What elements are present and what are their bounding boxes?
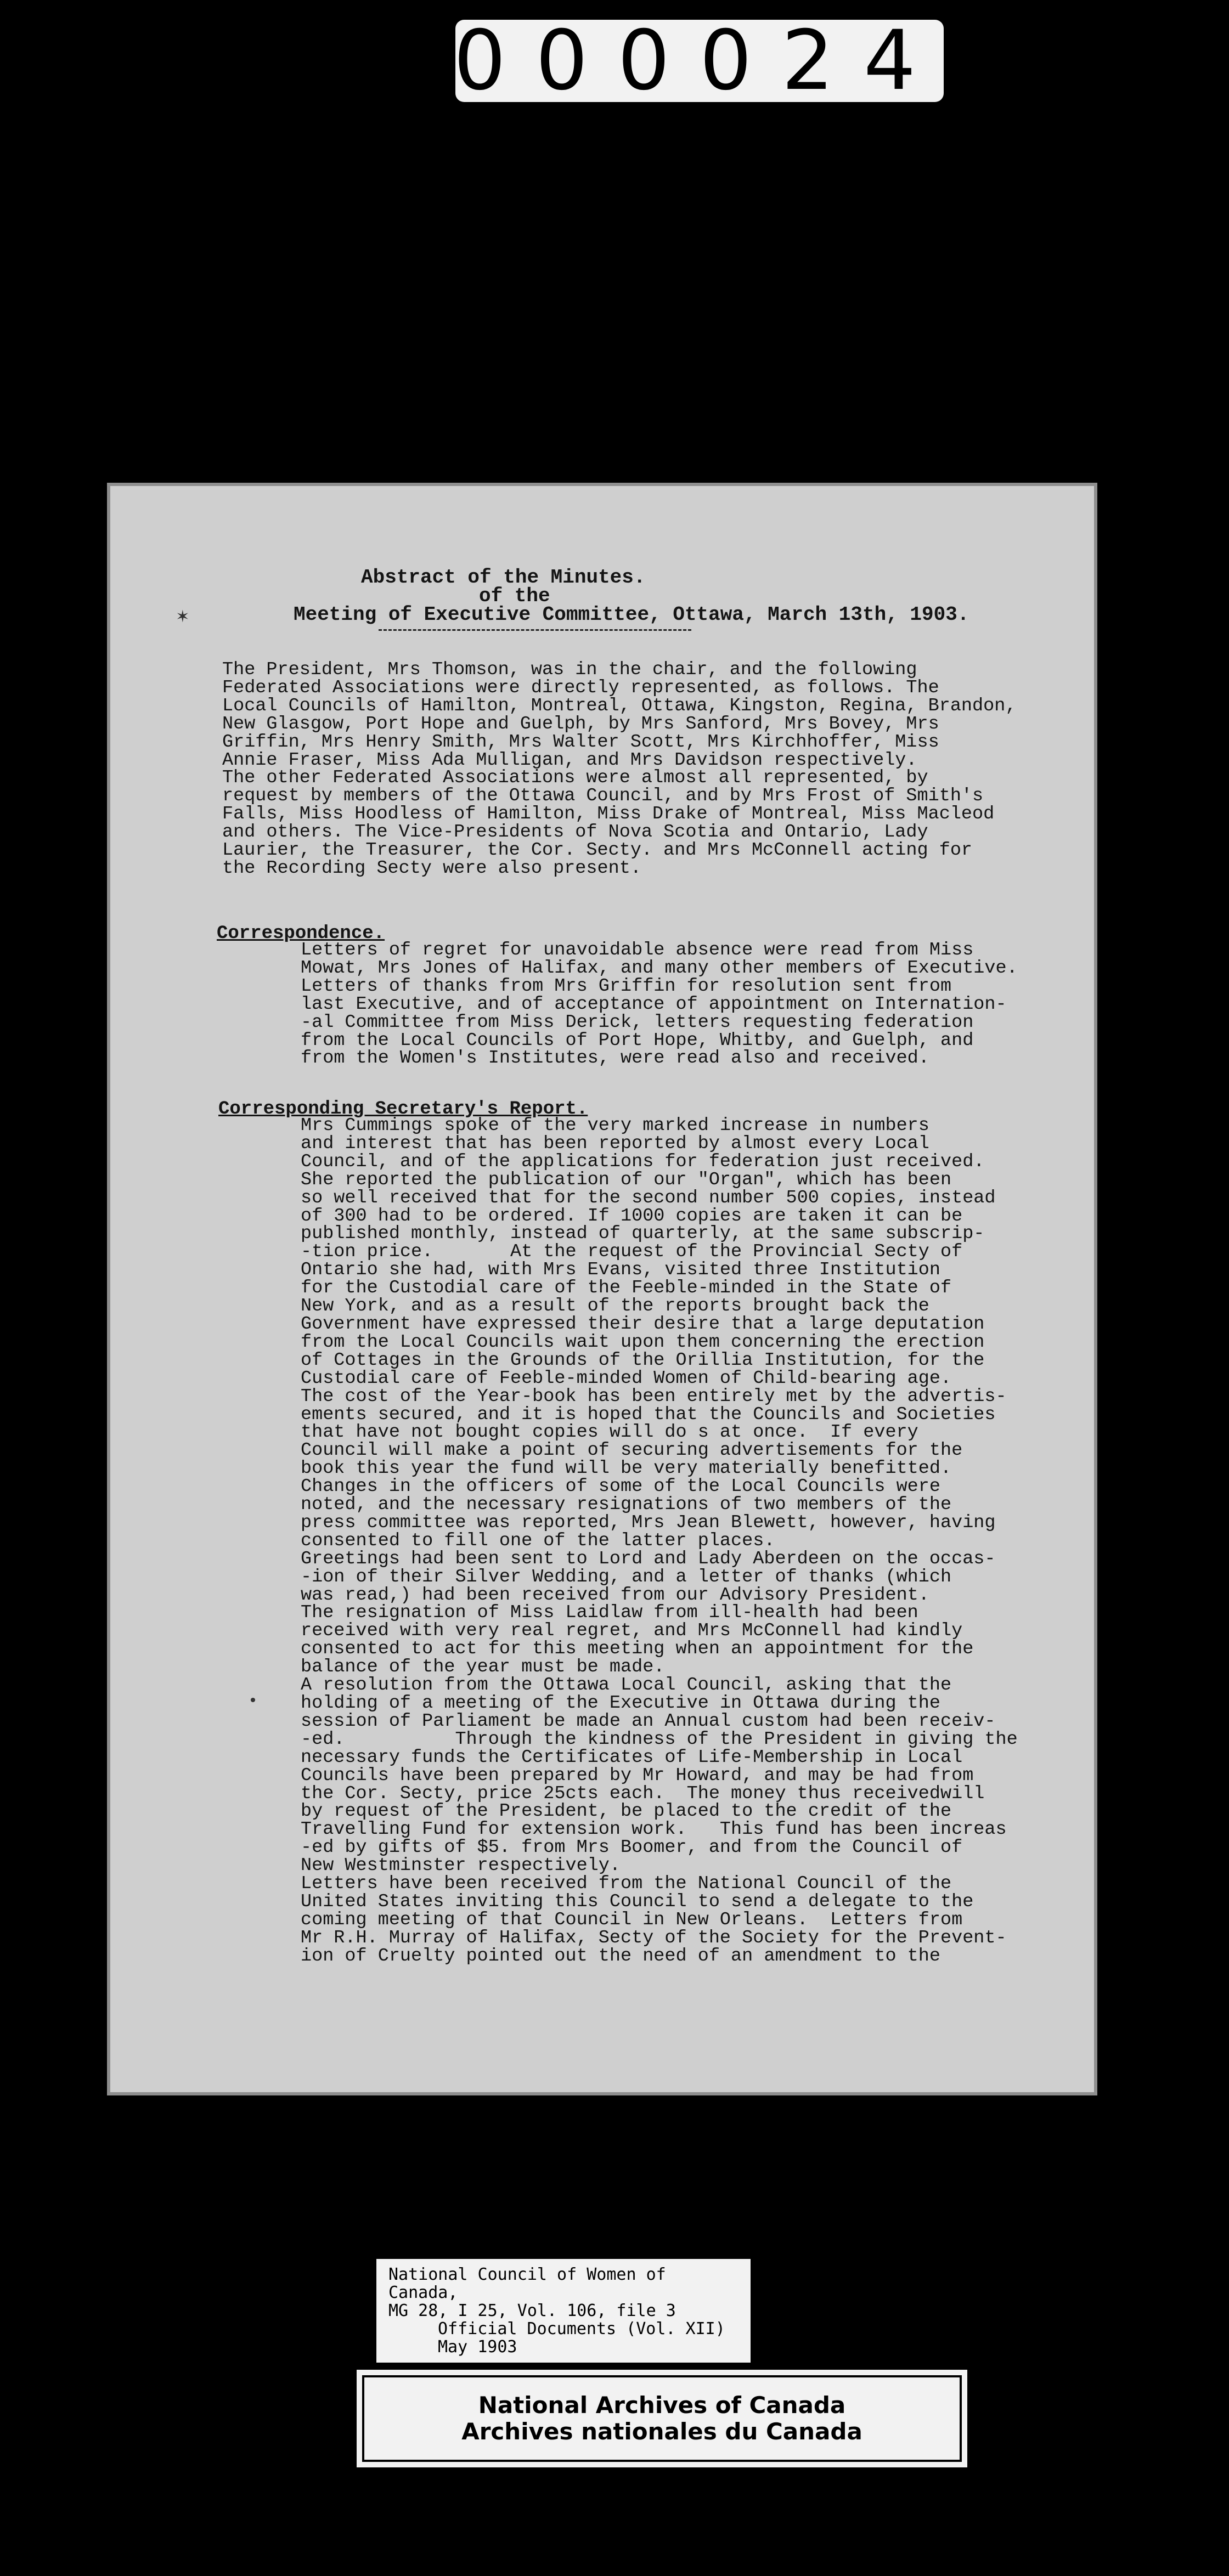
archive-name-fr: Archives nationales du Canada	[461, 2418, 862, 2445]
margin-note-icon: •	[248, 1692, 258, 1711]
correspondence-text: Letters of regret for unavoidable absence were read from Miss Mowat, Mrs Jones of Halifax, and many other members of Executive. Letters of thanks from Mrs Griffin for resolution sent from last Executive, and of acceptance of appointment on Internation- -al Committee from Miss Derick, letters requesting federation from the Local Councils of Port Hope, Whitby, and Guelph, and from the Women's Institutes, were read also and received.	[301, 940, 1018, 1069]
archive-label	[362, 2375, 962, 2462]
minutes-heading-line3: Meeting of Executive Committee, Ottawa, March 13th, 1903.	[294, 603, 969, 626]
archive-name-en: National Archives of Canada	[478, 2392, 846, 2419]
reference-line1: National Council of Women of Canada,	[388, 2265, 666, 2302]
correspondence-title: Correspondence.	[217, 923, 385, 944]
reference-label	[376, 2259, 751, 2363]
margin-mark-icon: ✶	[177, 606, 189, 628]
report-title: Corresponding Secretary's Report.	[218, 1099, 588, 1120]
report-text: Mrs Cummings spoke of the very marked increase in numbers and interest that has been reported by almost every Local Council, and of the applications for federation just received. She reported the publication of our "Organ", which has been so well received that for the second number 500 copies, instead of 300 had to be ordered. If 1000 copies are taken it can be published monthly, instead of quarterly, at the same subscrip- -tion price. At the request of the Provincial Secty of Ontario she had, with Mrs Evans, visited three Institution for the Custodial care of the Feeble-minded in the State of New York, and as a result of the reports brought back the Government have expressed their desire that a large deputation from the Local Councils wait upon them concerning the erection of Cottages in the Grounds of the Orillia Institution, for the Custodial care of Feeble-minded Women of Child-bearing age. The cost of the Year-book has been entirely met by the advertis- ements secured, and it is hoped that the Councils and Societies that have not bought copies will do s at once. If every Council will make a point of securing advertisements for the book this year the fund will be very materially benefitted. Changes in the officers of some of the Local Councils were noted, and the necessary resignations of two members of the press committee was reported, Mrs Jean Blewett, however, having consented to fill one of the latter places. Greetings had been sent to Lord and Lady Aberdeen on the occas- -ion of their Silver Wedding, and a letter of thanks (which was read,) had been received from our Advisory President. The resignation of Miss Laidlaw from ill-health had been received with very real regret, and Mrs McConnell had kindly consented to act for this meeting when an appointment for the balance of the year must be made. A resolution from the Ottawa Local Council, asking that the holding of a meeting of the Executive in Ottawa during the session of Parliament be made an Annual custom had been receiv- -ed. Through the kindness of the President in giving the necessary funds the Certificates of Life-Membership in Local Councils have been prepared by Mr Howard, and may be had from the Cor. Secty, price 25cts each. The money thus receivedwill by request of the President, be placed to the credit of the Travelling Fund for extension work. This fund has been increas -ed by gifts of $5. from Mrs Boomer, and from the Council of New Westminster respectively. Letters have been received from the National Council of the United States inviting this Council to send a delegate to the coming meeting of that Council in New Orleans. Letters from Mr R.H. Murray of Halifax, Secty of the Society for the Prevent- ion of Cruelty pointed out the need of an amendment to the	[301, 1115, 1018, 1967]
minutes-heading-line1: Abstract of the Minutes.	[361, 566, 646, 589]
minutes-heading-line2: of the	[479, 585, 550, 607]
intro-paragraph: The President, Mrs Thomson, was in the chair, and the following Federated Associations were directly represented, as follows. The Local Councils of Hamilton, Montreal, Ottawa, Kingston, Regina, Brandon, New Glasgow, Port Hope and Guelph, by Mrs Sanford, Mrs Bovey, Mrs Griffin, Mrs Henry Smith, Mrs Walter Scott, Mrs Kirchhoffer, Miss Annie Fraser, Miss Ada Mulligan, and Mrs Davidson respectively. The other Federated Associations were almost all represented, by request by members of the Ottawa Council, and by Mrs Frost of Smith's Falls, Miss Hoodless of Hamilton, Miss Drake of Montreal, Miss Macleod and others. The Vice-Presidents of Nova Scotia and Ontario, Lady Laurier, the Treasurer, the Cor. Secty. and Mrs McConnell acting for the Recording Secty were also present.	[222, 659, 1017, 879]
heading-divider	[379, 629, 691, 631]
reference-line3: Official Documents (Vol. XII) May 1903	[438, 2319, 725, 2357]
reference-line2: MG 28, I 25, Vol. 106, file 3	[388, 2301, 676, 2320]
frame-number: 000024	[453, 13, 946, 109]
